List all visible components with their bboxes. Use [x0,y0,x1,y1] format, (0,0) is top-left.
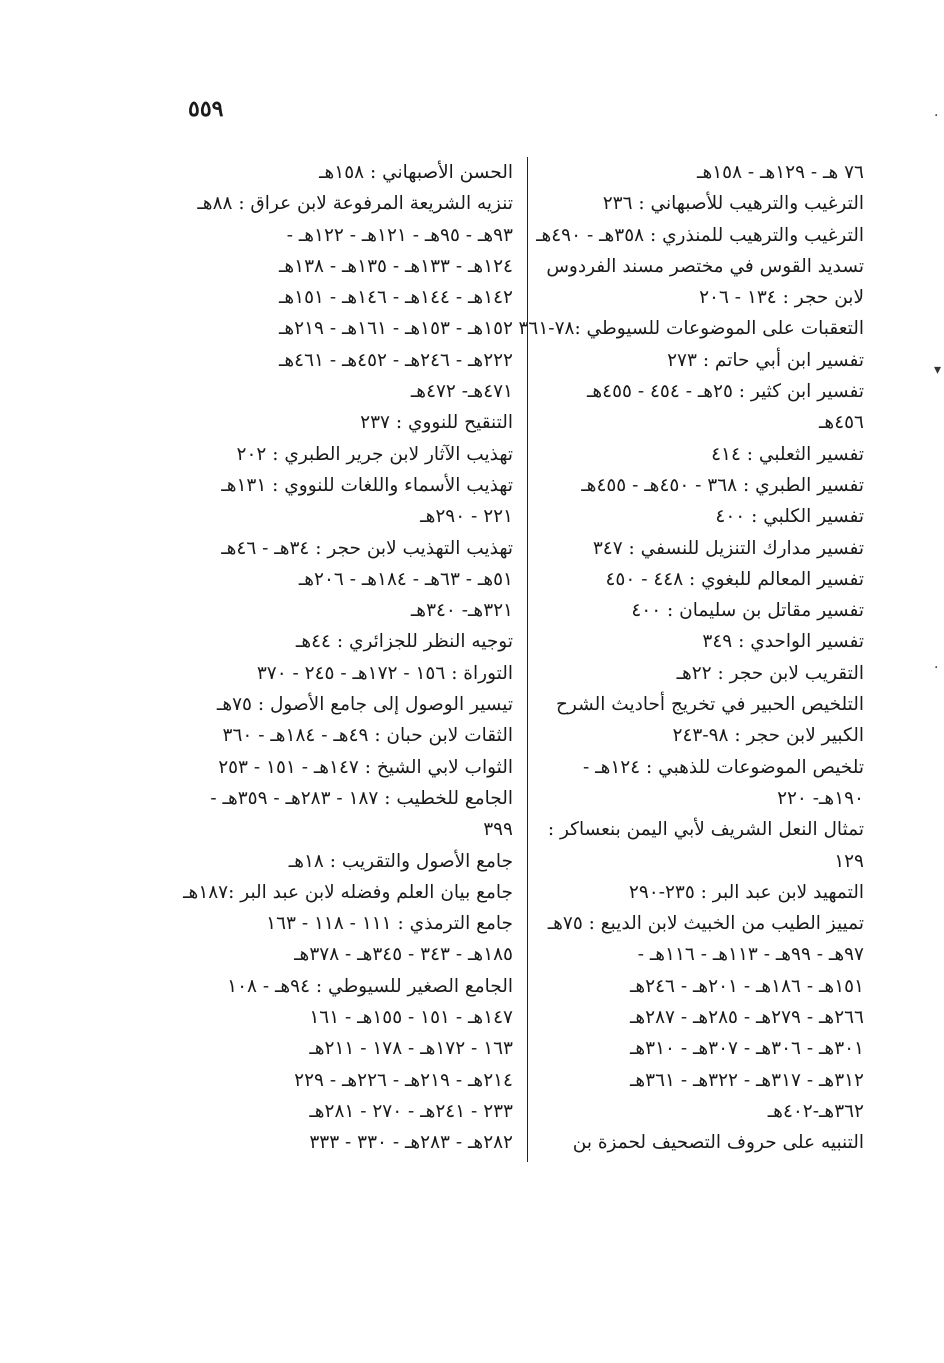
index-entry-line: التعقبات على الموضوعات للسيوطي :٧٨-٣٦١ [518,318,864,340]
index-entry-line: تمييز الطيب من الخبيث لابن الديبع : ٧٥هـ [547,913,864,935]
index-entry-line: الترغيب والترهيب للأصبهاني : ٢٣٦ [602,193,864,215]
index-entry-line: ١٢٤هـ - ١٣٣هـ - ١٣٥هـ - ١٣٨هـ [278,255,513,277]
index-entry-line: ٧٦ هـ - ١٢٩هـ - ١٥٨هـ [697,162,864,183]
index-column-left [183,157,513,1159]
page-number: ٥٥٩ [188,96,224,122]
index-entry-line: ١٥٢هـ - ١٥٣هـ - ١٦١هـ - ٢١٩هـ [278,318,513,340]
index-entry-line: ٥١هـ - ٦٣هـ - ١٨٤هـ - ٢٠٦هـ [298,568,513,590]
index-entry-line: ١٦٣ - ١٧٢هـ - ١٧٨ - ٢١١هـ [309,1038,513,1060]
index-entry-line: تلخيص الموضوعات للذهبي : ١٢٤هـ - [583,756,864,778]
index-entry-line: لابن حجر : ١٣٤ - ٢٠٦ [699,287,864,309]
index-entry-line: تفسير المعالم للبغوي : ٤٤٨ - ٤٥٠ [605,568,864,590]
index-entry-line: تنزيه الشريعة المرفوعة لابن عراق : ٨٨هـ [197,193,513,215]
index-entry-line: ١٥١هـ - ١٨٦هـ - ٢٠١هـ - ٢٤٦هـ [629,975,864,997]
index-entry-line: جامع بيان العلم وفضله لابن عبد البر :١٨٧هـ [183,881,513,903]
index-entry-line: ١٨٥هـ - ٣٤٣ - ٣٤٥هـ - ٣٧٨هـ [294,944,513,966]
margin-mark: ▾ [934,362,942,378]
index-entry-line: تيسير الوصول إلى جامع الأصول : ٧٥هـ [216,694,513,716]
index-entry-line: التمهيد لابن عبد البر : ٢٣٥-٢٩٠ [628,881,864,903]
index-entry-line: الجامع للخطيب : ١٨٧ - ٢٨٣هـ - ٣٥٩هـ - [210,787,513,809]
margin-mark: · [934,108,939,124]
index-entry-line: التنبيه على حروف التصحيف لحمزة بن [572,1132,864,1154]
index-entry-line: تهذيب الأسماء واللغات للنووي : ١٣١هـ [221,474,513,496]
index-entry-line: ٣٦٢هـ-٤٠٢هـ [767,1100,864,1122]
column-divider [527,157,528,1162]
index-entry-line: التنقيح للنووي : ٢٣٧ [360,412,513,434]
index-entry-line: الثقات لابن حبان : ٤٩هـ - ١٨٤هـ - ٣٦٠ [222,725,513,747]
index-entry-line: ٣٠١هـ - ٣٠٦هـ - ٣٠٧هـ - ٣١٠هـ [629,1038,864,1060]
index-entry-line: ٢٦٦هـ - ٢٧٩هـ - ٢٨٥هـ - ٢٨٧هـ [629,1007,864,1029]
index-entry-line: ٢٨٢هـ - ٢٨٣هـ - ٣٣٠ - ٣٣٣ [309,1132,513,1154]
index-entry-line: تسديد القوس في مختصر مسند الفردوس [546,255,864,277]
index-entry-line: ٣٢١هـ- ٣٤٠هـ [410,600,513,622]
margin-mark: · [934,660,939,676]
index-entry-line: تفسير ابن كثير : ٢٥هـ - ٤٥٤ - ٤٥٥هـ [586,381,864,403]
index-entry-line: تفسير الطبري : ٣٦٨ - ٤٥٠هـ - ٤٥٥هـ [581,474,864,496]
index-column-right [518,157,864,1159]
index-entry-line: تفسير الثعلبي : ٤١٤ [711,443,864,465]
index-entry-line: التلخيص الحبير في تخريج أحاديث الشرح [555,694,864,716]
index-entry-line: تهذيب التهذيب لابن حجر : ٣٤هـ - ٤٦هـ [221,537,513,559]
index-entry-line: الثواب لابي الشيخ : ١٤٧هـ - ١٥١ - ٢٥٣ [218,756,513,778]
index-entry-line: ٢٣٣ - ٢٤١هـ - ٢٧٠ - ٢٨١هـ [309,1100,513,1122]
index-entry-line: ٩٣هـ - ٩٥هـ - ١٢١هـ - ١٢٢هـ - [286,224,513,246]
index-entry-line: الحسن الأصبهاني : ١٥٨هـ [319,162,513,183]
index-entry-line: جامع الأصول والتقريب : ١٨هـ [288,850,513,872]
index-entry-line: ١٢٩ [834,850,864,872]
index-entry-line: التوراة : ١٥٦ - ١٧٢هـ - ٢٤٥ - ٣٧٠ [256,662,513,684]
index-entry-line: ١٤٢هـ - ١٤٤هـ - ١٤٦هـ - ١٥١هـ [278,287,513,309]
index-entry-line: تفسير مقاتل بن سليمان : ٤٠٠ [631,600,864,622]
index-entry-line: الترغيب والترهيب للمنذري : ٣٥٨هـ - ٤٩٠هـ [536,224,864,246]
index-entry-line: تفسير الكلبي : ٤٠٠ [715,506,864,528]
index-entry-line: ٣٩٩ [483,819,513,841]
index-entry-line: ٩٧هـ - ٩٩هـ - ١١٣هـ - ١١٦هـ - [637,944,864,966]
index-entry-line: ١٩٠هـ- ٢٢٠ [777,787,864,809]
index-entry-line: ٢٢٢هـ - ٢٤٦هـ - ٤٥٢هـ - ٤٦١هـ [278,349,513,371]
index-entry-line: تفسير مدارك التنزيل للنسفي : ٣٤٧ [592,537,864,559]
index-entry-line: توجيه النظر للجزائري : ٤٤هـ [295,631,513,653]
index-entry-line: تمثال النعل الشريف لأبي اليمن بنعساكر : [547,819,864,841]
index-entry-line: الجامع الصغير للسيوطي : ٩٤هـ - ١٠٨ [227,975,513,997]
index-entry-line: ٤٥٦هـ [819,412,864,434]
index-entry-line: تفسير ابن أبي حاتم : ٢٧٣ [667,349,864,371]
index-entry-line: ٤٧١هـ- ٤٧٢هـ [410,381,513,403]
index-entry-line: الكبير لابن حجر : ٩٨-٢٤٣ [672,725,864,747]
index-entry-line: تفسير الواحدي : ٣٤٩ [702,631,864,653]
index-entry-line: ٢١٤هـ - ٢١٩هـ - ٢٢٦هـ - ٢٢٩ [294,1069,513,1091]
index-entry-line: التقريب لابن حجر : ٢٢هـ [676,662,864,684]
index-entry-line: ٣١٢هـ - ٣١٧هـ - ٣٢٢هـ - ٣٦١هـ [629,1069,864,1091]
index-entry-line: جامع الترمذي : ١١١ - ١١٨ - ١٦٣ [266,913,513,935]
index-entry-line: تهذيب الآثار لابن جرير الطبري : ٢٠٢ [236,443,513,465]
index-entry-line: ١٤٧هـ - ١٥١ - ١٥٥هـ - ١٦١ [309,1007,513,1029]
index-entry-line: ٢٢١ - ٢٩٠هـ [420,506,513,528]
